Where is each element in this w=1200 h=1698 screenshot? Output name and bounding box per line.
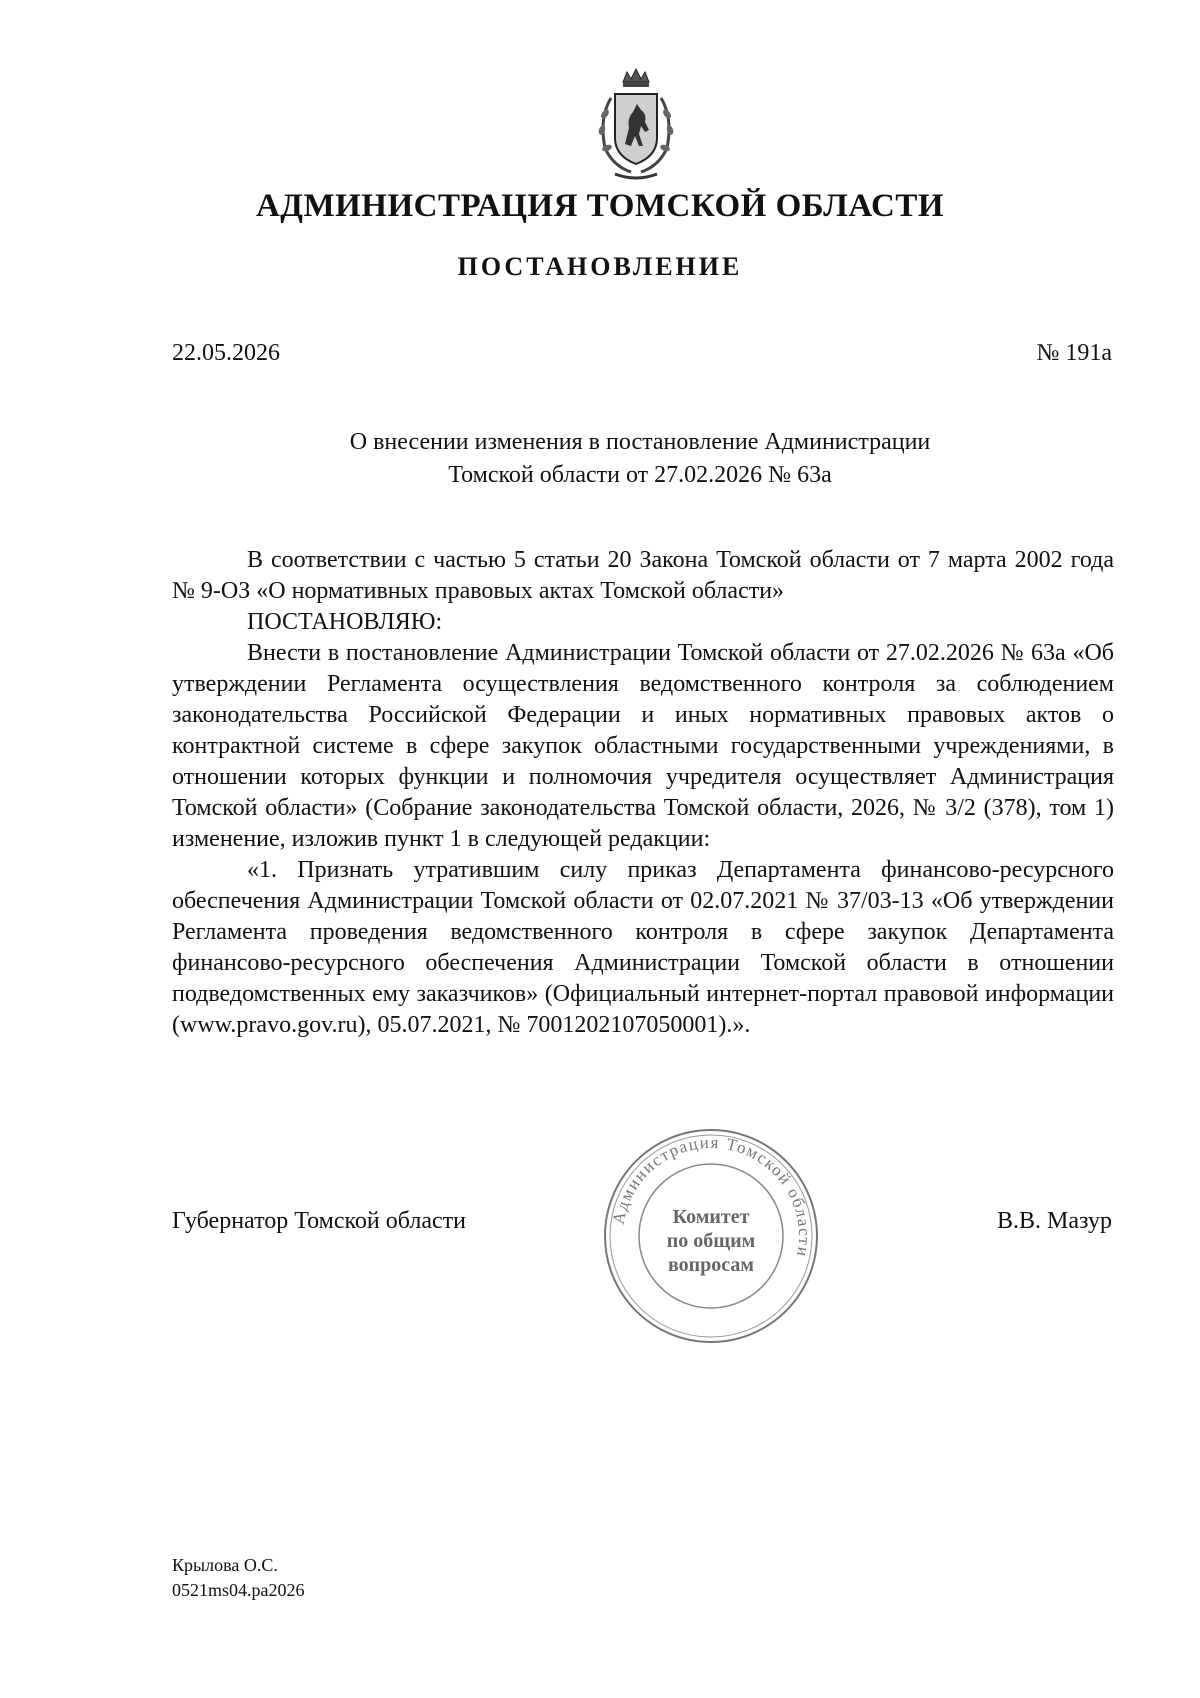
stamp-line-1: Комитет — [672, 1206, 750, 1228]
subject-line-1: О внесении изменения в постановление Администрации — [349, 429, 931, 455]
document-body — [172, 545, 1114, 1041]
document-number: № 191а — [1036, 340, 1112, 366]
signatory-name: В.В. Мазур — [997, 1208, 1112, 1234]
subject-line-2: Томской области от 27.02.2026 № 63а — [448, 462, 832, 488]
body-paragraph-new-wording: «1. Признать утратившим силу приказ Департамента финансово-ресурсного обеспечения Администрации Томской области от 02.07.2021 № 37/03-13 «Об утверждении Регламента проведения ведомственного контроля в сфере закупок Департамента финансово-ресурсного обеспечения Администрации Томской области в отношении подведомственных ему заказчиков» (Официальный интернет-портал правовой информации (www.pravo.gov.ru), 05.07.2021, № 7001202107050001).». — [172, 857, 1114, 1038]
document-subject — [250, 426, 1030, 492]
document-type-heading: ПОСТАНОВЛЕНИЕ — [457, 252, 743, 281]
official-stamp — [600, 1125, 822, 1347]
document-footer — [172, 1553, 305, 1603]
signatory-title: Губернатор Томской области — [172, 1208, 466, 1234]
stamp-line-2: по общим — [666, 1230, 756, 1252]
executor-name: Крылова О.С. — [172, 1555, 278, 1575]
organization-title: АДМИНИСТРАЦИЯ ТОМСКОЙ ОБЛАСТИ — [255, 188, 945, 224]
body-paragraph-amendment: Внести в постановление Администрации Томской области от 27.02.2026 № 63а «Об утверждении Регламента осуществления ведомственного контроля за соблюдением законодательства Российской Федерации и иных нормативных правовых актов о контрактной системе в сфере закупок областными государственными учреждениями, в отношении которых функции и полномочия учредителя осуществляет Администрация Томской области» (Собрание законодательства Томской области, 2026, № 3/2 (378), том 1) изменение, изложив пункт 1 в следующей редакции: — [172, 640, 1114, 852]
stamp-ring-text: Администрация Томской области — [608, 1132, 815, 1260]
body-paragraph-resolve: ПОСТАНОВЛЯЮ: — [247, 609, 443, 635]
coat-of-arms-icon — [585, 68, 687, 186]
body-paragraph-basis: В соответствии с частью 5 статьи 20 Закона Томской области от 7 марта 2002 года № 9-ОЗ «О нормативных правовых актах Томской области» — [172, 547, 1114, 604]
file-code: 0521ms04.pa2026 — [172, 1580, 305, 1600]
stamp-line-3: вопросам — [667, 1254, 755, 1276]
document-date: 22.05.2026 — [172, 340, 280, 366]
